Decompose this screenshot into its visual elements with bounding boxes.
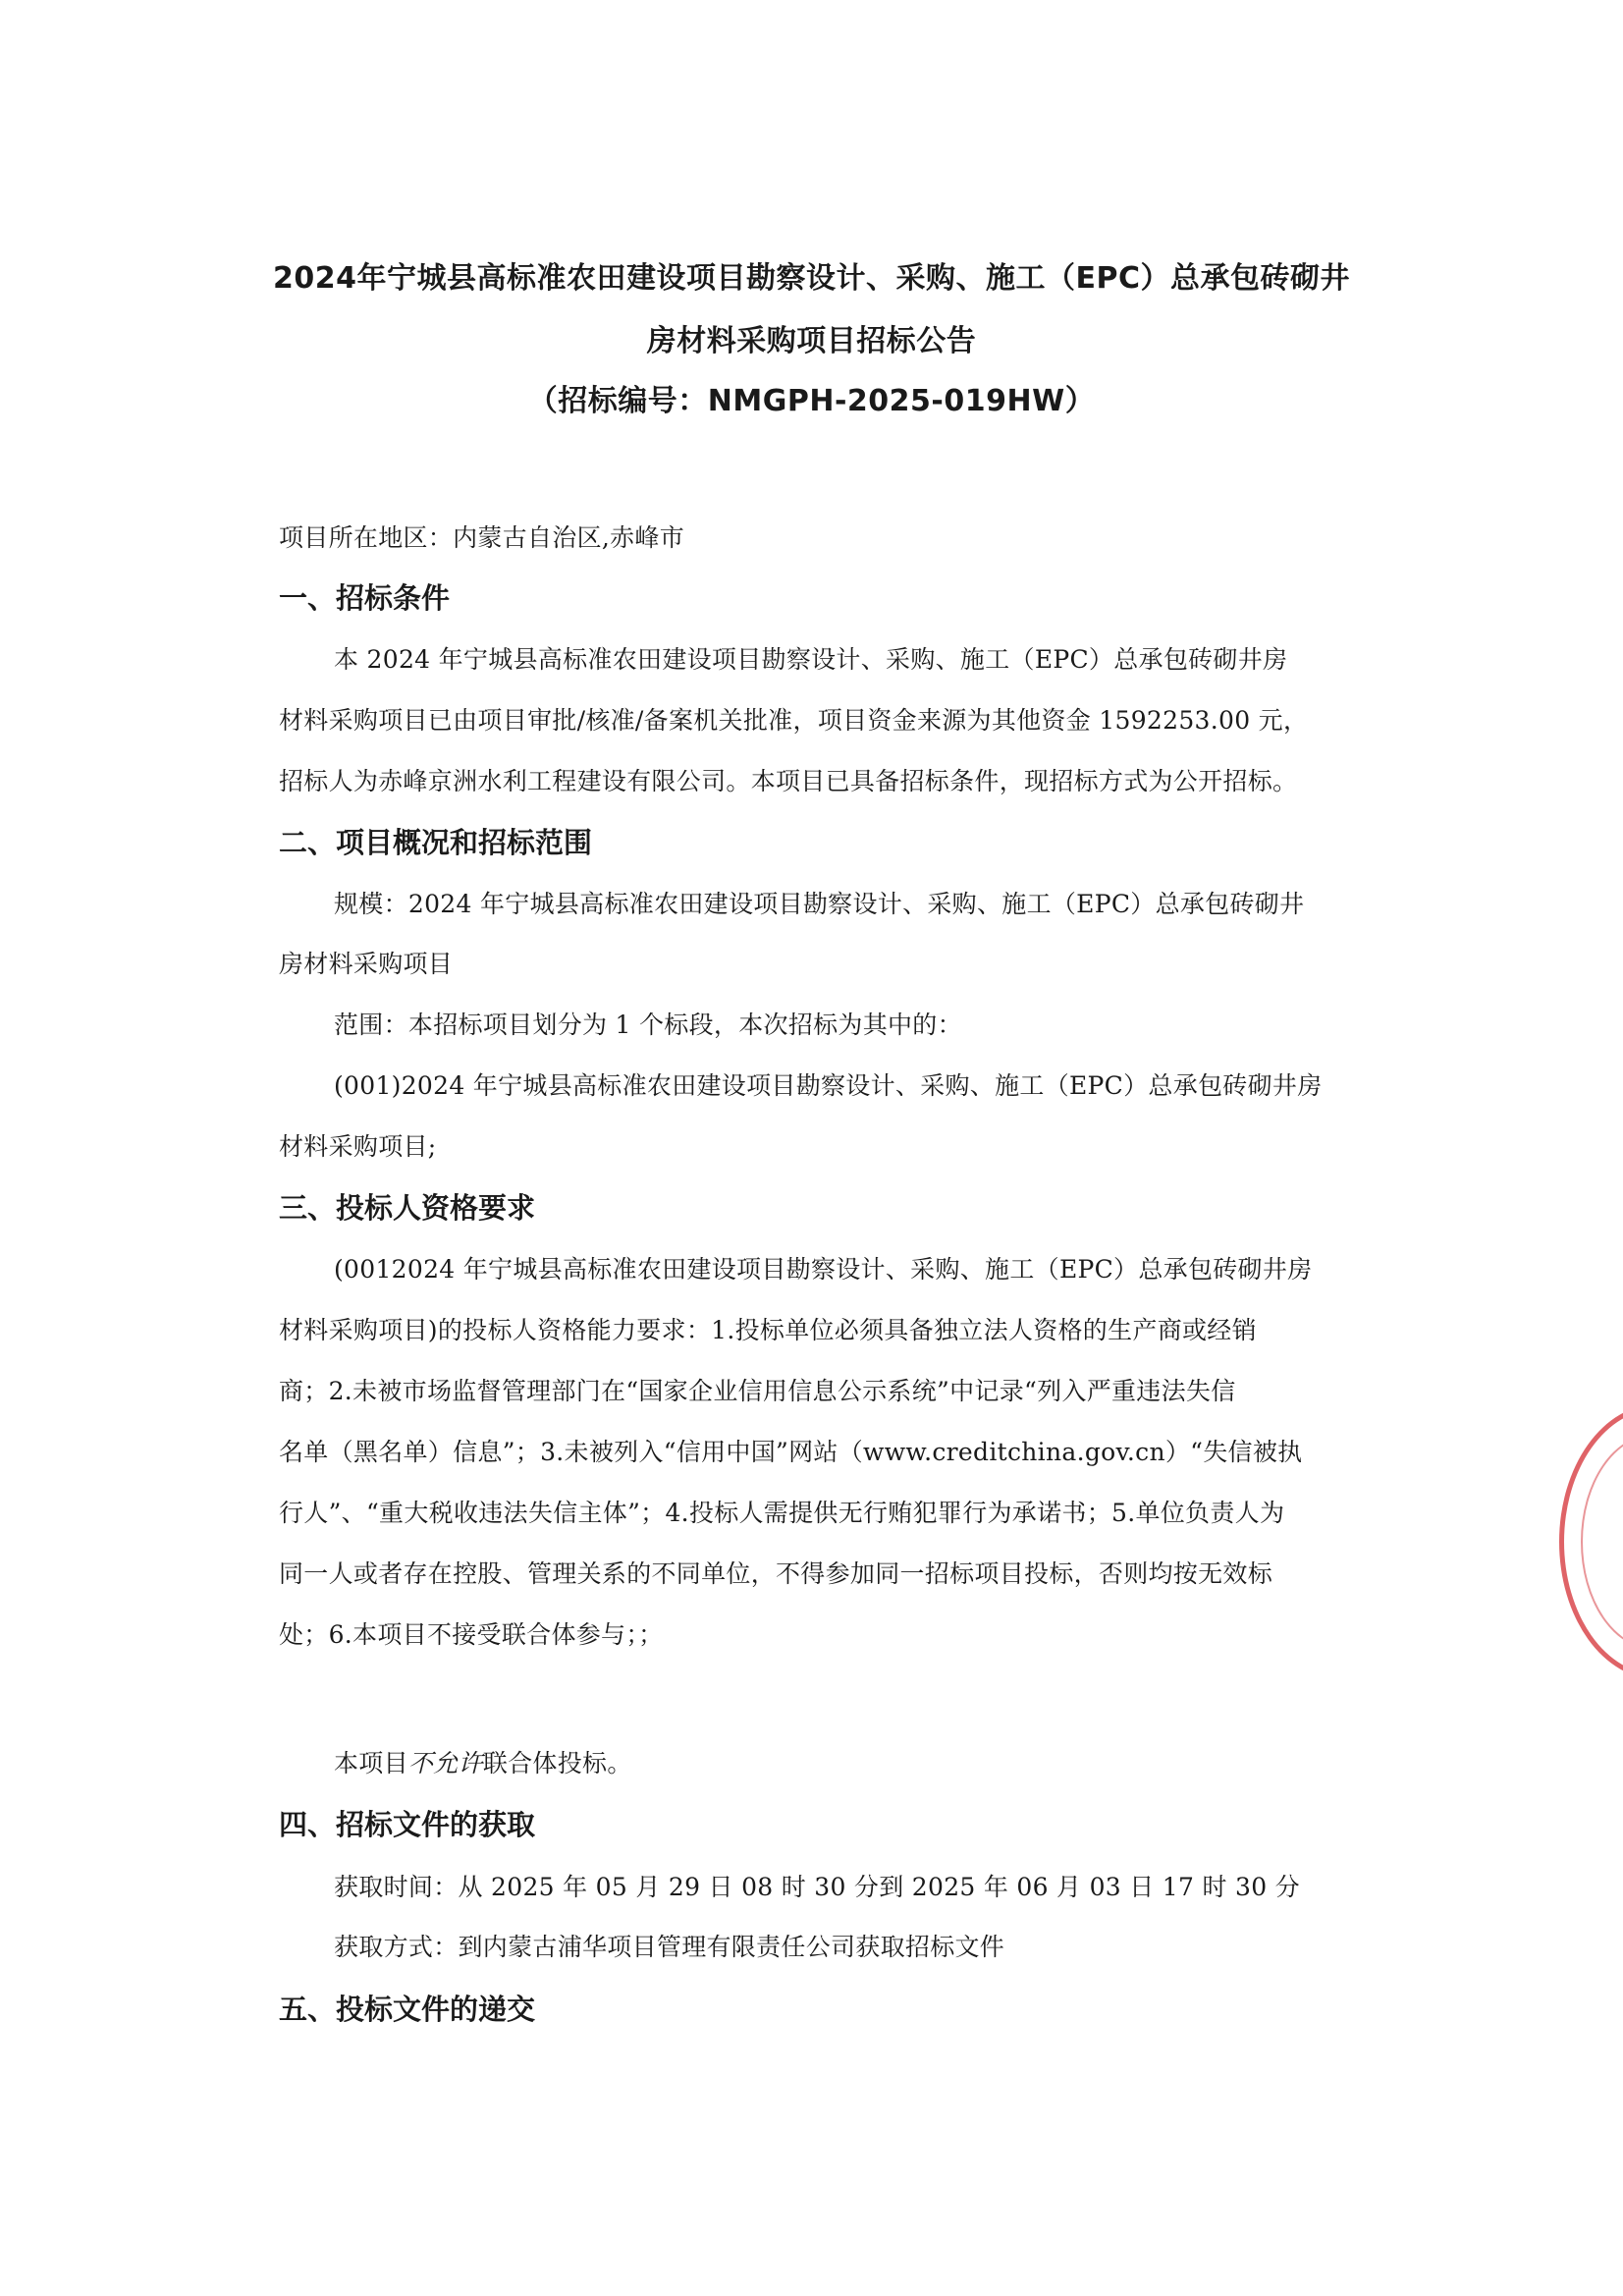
section-3-line-3: 商；2.未被市场监督管理部门在“国家企业信用信息公示系统”中记录“列入严重违法失信 [279, 1377, 1236, 1405]
section-3-heading: 三、投标人资格要求 [279, 1191, 536, 1225]
project-region: 项目所在地区：内蒙古自治区,赤峰市 [279, 523, 685, 552]
section-3-line-1: (0012024 年宁城县高标准农田建设项目勘察设计、采购、施工（EPC）总承包砖砌井房 [334, 1255, 1313, 1284]
section-3-line-5: 行人”、“重大税收违法失信主体”；4.投标人需提供无行贿犯罪行为承诺书；5.单位负责人为 [279, 1499, 1285, 1527]
section-4-line-2: 获取方式：到内蒙古浦华项目管理有限责任公司获取招标文件 [334, 1933, 1005, 1961]
title-line-1: 2024年宁城县高标准农田建设项目勘察设计、采购、施工（EPC）总承包砖砌井 [273, 261, 1350, 296]
section-1-line-2: 材料采购项目已由项目审批/核准/备案机关批准，项目资金来源为其他资金 1592253.00 元， [279, 706, 1309, 735]
section-3-line-7: 处；6.本项目不接受联合体参与；； [279, 1620, 664, 1649]
section-4-heading: 四、招标文件的获取 [279, 1808, 536, 1841]
consortium-suffix: 联合体投标。 [482, 1749, 632, 1777]
section-3-line-6: 同一人或者存在控股、管理关系的不同单位，不得参加同一招标项目投标，否则均按无效标 [279, 1559, 1273, 1588]
section-2-heading: 二、项目概况和招标范围 [279, 826, 593, 859]
title-bid-number: （招标编号：NMGPH-2025-019HW） [527, 384, 1096, 418]
section-3-line-4: 名单（黑名单）信息”；3.未被列入“信用中国”网站（www.creditchina.gov.cn）“失信被执 [279, 1438, 1303, 1466]
section-2-line-2: 房材料采购项目 [279, 950, 454, 978]
consortium-statement [334, 1744, 632, 1779]
section-1-heading: 一、招标条件 [279, 581, 451, 615]
consortium-not-allowed: 不允许 [407, 1749, 483, 1777]
section-2-line-4: (001)2024 年宁城县高标准农田建设项目勘察设计、采购、施工（EPC）总承包砖砌井房 [334, 1071, 1323, 1100]
section-2-line-5: 材料采购项目; [279, 1132, 437, 1161]
section-3-line-2: 材料采购项目)的投标人资格能力要求：1.投标单位必须具备独立法人资格的生产商或经销 [279, 1316, 1257, 1344]
section-1-line-3: 招标人为赤峰京洲水利工程建设有限公司。本项目已具备招标条件，现招标方式为公开招标。 [279, 767, 1298, 795]
title-line-2: 房材料采购项目招标公告 [646, 324, 977, 358]
section-2-line-3: 范围：本招标项目划分为 1 个标段，本次招标为其中的： [334, 1011, 962, 1039]
section-5-heading: 五、投标文件的递交 [279, 1993, 536, 2026]
section-4-line-1: 获取时间：从 2025 年 05 月 29 日 08 时 30 分到 2025 年 06 月 03 日 17 时 30 分 [334, 1873, 1300, 1901]
consortium-prefix: 本项目 [334, 1749, 408, 1777]
section-2-line-1: 规模：2024 年宁城县高标准农田建设项目勘察设计、采购、施工（EPC）总承包砖砌井 [334, 890, 1305, 918]
section-1-line-1: 本 2024 年宁城县高标准农田建设项目勘察设计、采购、施工（EPC）总承包砖砌井房 [334, 645, 1288, 674]
